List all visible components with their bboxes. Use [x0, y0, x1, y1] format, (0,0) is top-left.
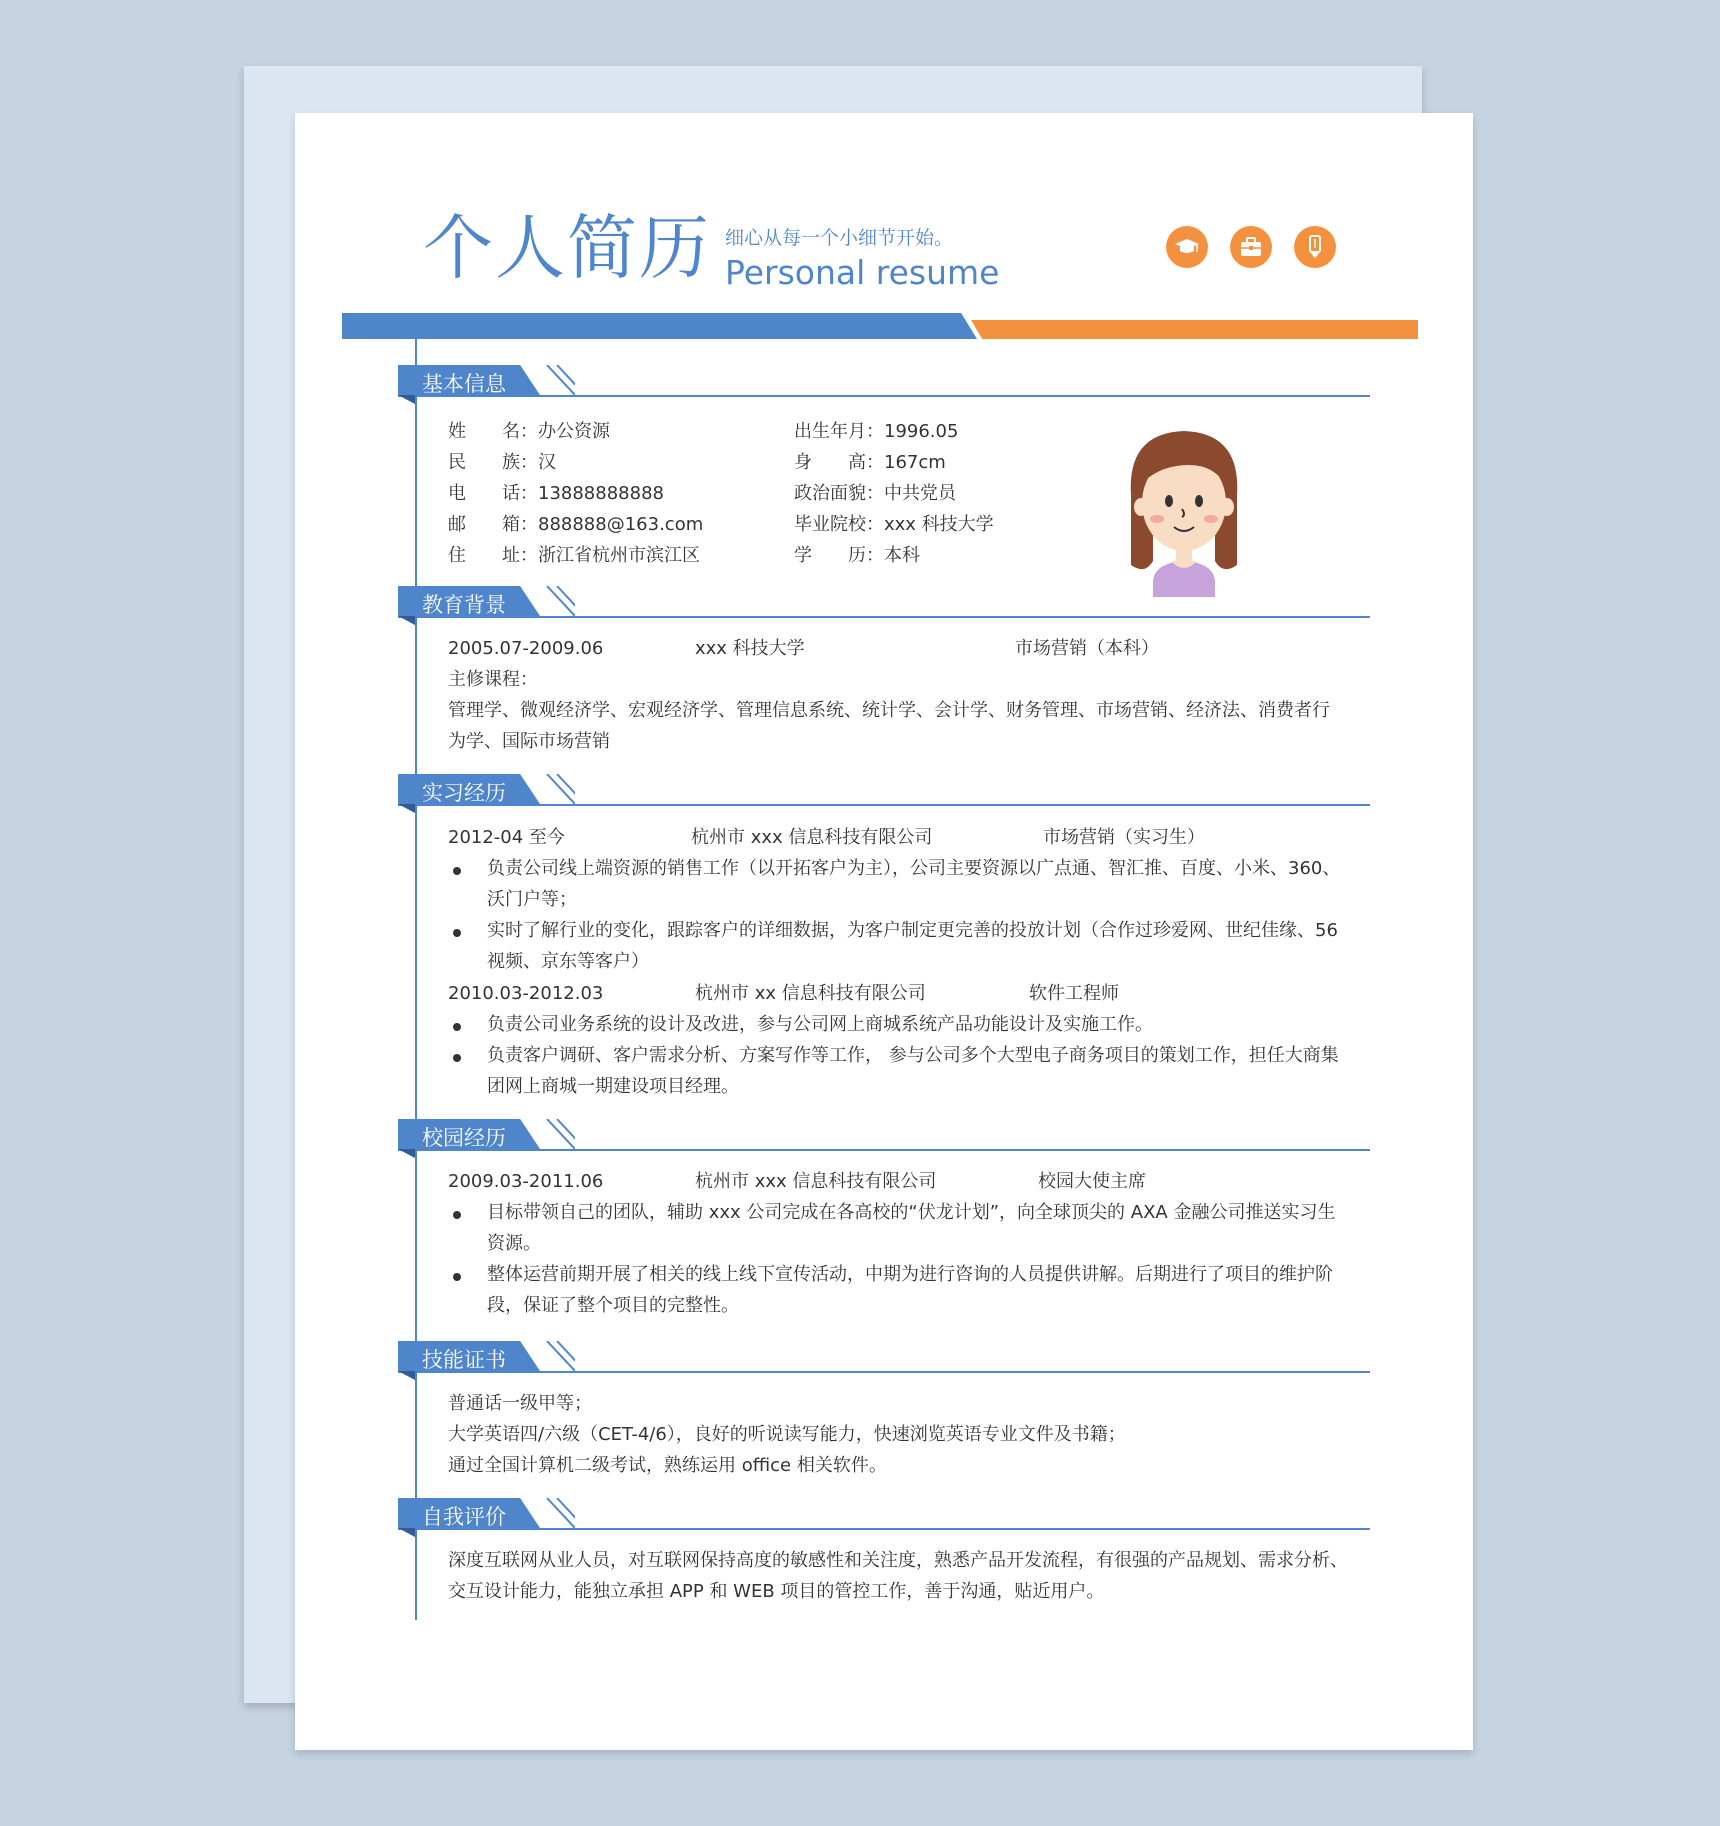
field-label: 民 族	[448, 452, 520, 473]
graduation-cap-icon	[1166, 226, 1208, 268]
job-bullet-text: 视频、京东等客户）	[487, 951, 649, 972]
section-fold	[398, 395, 415, 404]
bullet-icon	[453, 867, 461, 875]
job-period: 2012-04 至今	[448, 827, 565, 848]
field-separator: ：	[866, 545, 884, 566]
field-value: 办公资源	[538, 421, 610, 442]
basic-row	[448, 514, 703, 536]
education-period: 2005.07-2009.06	[448, 638, 604, 659]
job-company: 杭州市 xx 信息科技有限公司	[695, 983, 926, 1004]
job-bullet-text: 负责客户调研、客户需求分析、方案写作等工作， 参与公司多个大型电子商务项目的策划工作，担任大商集	[487, 1045, 1339, 1066]
field-value: 汉	[538, 452, 556, 473]
field-separator: ：	[866, 452, 884, 473]
job-role: 软件工程师	[1029, 983, 1119, 1004]
skill-line: 大学英语四/六级（CET-4/6），良好的听说读写能力，快速浏览英语专业文件及书籍；	[448, 1424, 1126, 1445]
education-major: 市场营销（本科）	[1015, 638, 1159, 659]
section-fold	[398, 1149, 415, 1158]
education-courses: 为学、国际市场营销	[448, 731, 610, 752]
section-title: 基本信息	[422, 372, 506, 396]
field-label: 邮 箱	[448, 514, 520, 535]
field-label: 住 址	[448, 545, 520, 566]
header-bar-blue	[342, 313, 977, 339]
field-separator: ：	[866, 421, 884, 442]
header-bar-orange	[971, 320, 1418, 339]
campus-role: 校园大使主席	[1038, 1171, 1146, 1192]
job-role: 市场营销（实习生）	[1043, 827, 1205, 848]
resume-page	[295, 113, 1473, 1750]
campus-bullet-text: 目标带领自己的团队，辅助 xxx 公司完成在各高校的“伏龙计划”，向全球顶尖的 AXA 金融公司推送实习生	[487, 1202, 1336, 1223]
section-rule	[398, 395, 1370, 397]
job-bullet-text: 实时了解行业的变化，跟踪客户的详细数据，为客户制定更完善的投放计划（合作过珍爱网、世纪佳缘、56	[487, 920, 1338, 941]
job-company: 杭州市 xxx 信息科技有限公司	[691, 827, 933, 848]
field-value: 中共党员	[884, 483, 956, 504]
skill-line: 通过全国计算机二级考试，熟练运用 office 相关软件。	[448, 1455, 887, 1476]
section-rule	[398, 1371, 1370, 1373]
job-bullet-text: 团网上商城一期建设项目经理。	[487, 1076, 739, 1097]
basic-row	[448, 452, 556, 474]
basic-row	[448, 421, 610, 443]
basic-row	[794, 545, 920, 567]
section-fold	[398, 616, 415, 625]
section-header-self	[398, 1498, 1370, 1530]
section-title: 自我评价	[422, 1505, 506, 1529]
section-rule	[398, 804, 1370, 806]
self-evaluation-line: 交互设计能力，能独立承担 APP 和 WEB 项目的管控工作，善于沟通，贴近用户。	[448, 1581, 1105, 1602]
campus-period: 2009.03-2011.06	[448, 1171, 604, 1192]
skill-line: 普通话一级甲等；	[448, 1393, 592, 1414]
basic-row	[794, 483, 956, 505]
field-value: 本科	[884, 545, 920, 566]
education-school: xxx 科技大学	[695, 638, 805, 659]
campus-bullet-text: 资源。	[487, 1233, 541, 1254]
field-label: 政治面貌	[794, 483, 866, 504]
field-value: 浙江省杭州市滨江区	[538, 545, 700, 566]
section-header-basic	[398, 365, 1370, 397]
field-label: 身 高	[794, 452, 866, 473]
section-title: 技能证书	[422, 1348, 506, 1372]
section-title: 教育背景	[422, 593, 506, 617]
section-header-internship	[398, 774, 1370, 806]
field-separator: ：	[520, 514, 538, 535]
field-label: 毕业院校	[794, 514, 866, 535]
field-label: 姓 名	[448, 421, 520, 442]
job-bullet-text: 沃门户等；	[487, 889, 577, 910]
field-separator: ：	[520, 545, 538, 566]
field-value: 888888@163.com	[538, 514, 704, 535]
stripe-decoration	[545, 365, 575, 395]
avatar	[1119, 425, 1249, 597]
bullet-icon	[453, 1054, 461, 1062]
basic-row	[794, 514, 994, 536]
header-icons	[1166, 226, 1336, 268]
campus-bullet-text: 段，保证了整个项目的完整性。	[487, 1295, 739, 1316]
section-title: 校园经历	[422, 1126, 506, 1150]
job-period: 2010.03-2012.03	[448, 983, 604, 1004]
field-label: 电 话	[448, 483, 520, 504]
basic-row	[794, 421, 958, 443]
field-separator: ：	[520, 483, 538, 504]
campus-bullet-text: 整体运营前期开展了相关的线上线下宣传活动，中期为进行咨询的人员提供讲解。后期进行了项目的维护阶	[487, 1264, 1333, 1285]
section-header-education	[398, 586, 1370, 618]
section-title: 实习经历	[422, 781, 506, 805]
education-courses: 管理学、微观经济学、宏观经济学、管理信息系统、统计学、会计学、财务管理、市场营销、经济法、消费者行	[448, 700, 1330, 721]
field-value: xxx 科技大学	[884, 514, 994, 535]
field-separator: ：	[866, 514, 884, 535]
section-rule	[398, 1528, 1370, 1530]
briefcase-icon	[1230, 226, 1272, 268]
self-evaluation-line: 深度互联网从业人员，对互联网保持高度的敏感性和关注度，熟悉产品开发流程，有很强的产品规划、需求分析、	[448, 1550, 1348, 1571]
resume-title-en: Personal resume	[725, 253, 1000, 292]
section-fold	[398, 1528, 415, 1537]
field-label: 学 历	[794, 545, 866, 566]
basic-row	[448, 483, 664, 505]
field-separator: ：	[520, 452, 538, 473]
job-bullet-text: 负责公司线上端资源的销售工作（以开拓客户为主），公司主要资源以广点通、智汇推、百度、小米、360、	[487, 858, 1341, 879]
section-rule	[398, 1149, 1370, 1151]
stripe-decoration	[545, 1119, 575, 1149]
field-value: 1996.05	[884, 421, 959, 442]
bullet-icon	[453, 1273, 461, 1281]
section-rule	[398, 616, 1370, 618]
bullet-icon	[453, 1211, 461, 1219]
field-separator: ：	[866, 483, 884, 504]
timeline-line	[415, 339, 417, 1620]
campus-company: 杭州市 xxx 信息科技有限公司	[695, 1171, 937, 1192]
bullet-icon	[453, 929, 461, 937]
job-bullet-text: 负责公司业务系统的设计及改进，参与公司网上商城系统产品功能设计及实施工作。	[487, 1014, 1153, 1035]
field-value: 167cm	[884, 452, 946, 473]
field-label: 出生年月	[794, 421, 866, 442]
education-courses-label: 主修课程：	[448, 669, 538, 690]
section-fold	[398, 1371, 415, 1380]
stripe-decoration	[545, 586, 575, 616]
pen-icon	[1294, 226, 1336, 268]
stripe-decoration	[545, 1341, 575, 1371]
section-header-skills	[398, 1341, 1370, 1373]
stripe-decoration	[545, 774, 575, 804]
resume-slogan: 细心从每一个小细节开始。	[725, 227, 954, 249]
basic-row	[448, 545, 700, 567]
resume-title-cn: 个人简历	[423, 207, 711, 289]
stripe-decoration	[545, 1498, 575, 1528]
bullet-icon	[453, 1023, 461, 1031]
section-fold	[398, 804, 415, 813]
basic-row	[794, 452, 946, 474]
section-header-campus	[398, 1119, 1370, 1151]
field-value: 13888888888	[538, 483, 664, 504]
field-separator: ：	[520, 421, 538, 442]
